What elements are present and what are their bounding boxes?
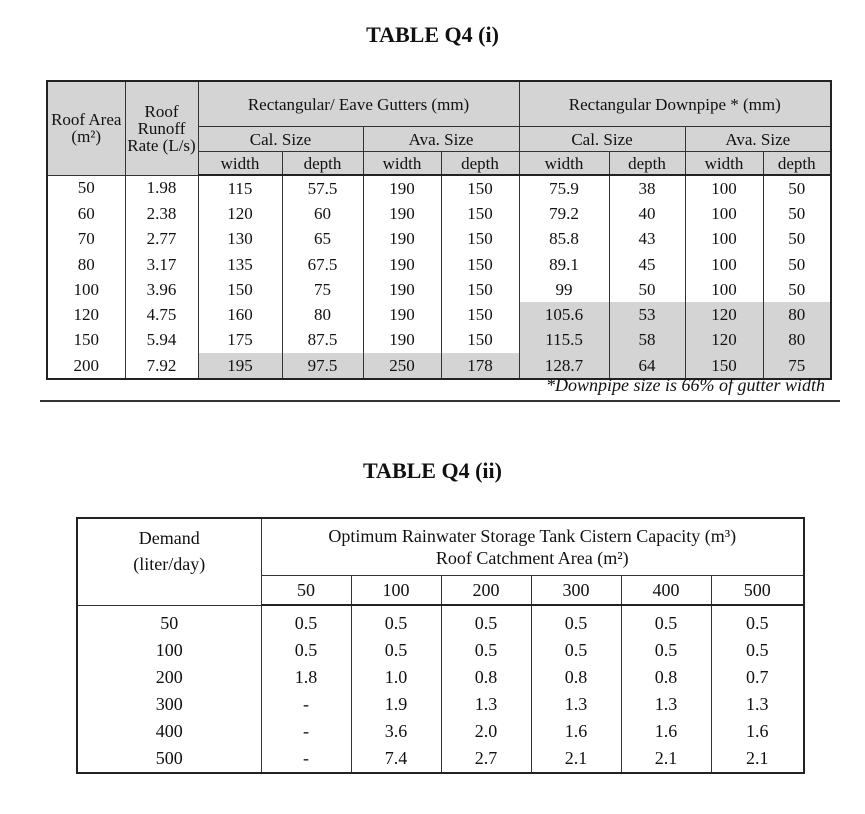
table-cell: 0.5 [621,637,711,664]
table-2-title: TABLE Q4 (ii) [363,458,502,483]
area-header-text: Roof Catchment Area (m²) [435,548,629,568]
table-row [77,745,804,773]
table-cell: 79.2 [519,201,609,226]
table-cell: 105.6 [519,302,609,327]
table-cell: 150 [441,302,519,327]
table-cell: 1.8 [261,664,351,691]
table-cell: 0.5 [621,605,711,637]
area-column-header: 500 [711,576,804,606]
depth-header: depth [609,152,685,176]
table-cell: 115 [198,175,282,201]
table-cell: 400 [77,718,261,745]
area-column-header: 50 [261,576,351,606]
gutter-cal-size-header: Cal. Size [198,127,363,152]
table-row [47,277,831,302]
table-row [77,718,804,745]
table-cell: 53 [609,302,685,327]
table-cell: 100 [47,277,125,302]
table-cell: 50 [763,252,831,277]
table-cell: 89.1 [519,252,609,277]
table-cell: 3.6 [351,718,441,745]
table-1-footnote: *Downpipe size is 66% of gutter width [546,375,825,395]
table-cell: 128.7 [519,353,609,379]
table-cell: 1.6 [711,718,804,745]
table-cell: 150 [441,277,519,302]
width-header: width [519,152,609,176]
table-row [47,302,831,327]
runoff-rate-header: Roof Runoff Rate (L/s) [125,81,198,175]
table-cell: 1.6 [531,718,621,745]
area-column-header: 300 [531,576,621,606]
table-cell: 50 [763,227,831,252]
table-cell: 50 [763,277,831,302]
table-cell: 0.5 [441,637,531,664]
table-cell: 1.3 [711,691,804,718]
table-cell: 65 [282,227,363,252]
area-column-header: 100 [351,576,441,606]
downpipe-cal-size-header: Cal. Size [519,127,685,152]
table-cell: 250 [363,353,441,379]
table-cell: 120 [198,201,282,226]
table-cell: 1.98 [125,175,198,201]
area-column-header: 400 [621,576,711,606]
table-cell: 150 [47,328,125,353]
table-cell: 2.38 [125,201,198,226]
roof-area-header: Roof Area (m²) [47,81,125,175]
table-cell: 3.96 [125,277,198,302]
table-cell: 0.5 [531,637,621,664]
table-cell: 1.6 [621,718,711,745]
table-row [77,691,804,718]
table-cell: 190 [363,175,441,201]
table-cell: 0.5 [531,605,621,637]
demand-header-text: Demand (liter/day) [133,528,206,574]
table-cell: 120 [685,302,763,327]
table-cell: 3.17 [125,252,198,277]
table-cell: 1.3 [531,691,621,718]
table-cell: 0.8 [441,664,531,691]
area-column-header: 200 [441,576,531,606]
table-cell: 50 [763,175,831,201]
roof-gutter-downpipe-table [46,80,832,380]
downpipe-group-header: Rectangular Downpipe * (mm) [519,81,831,127]
table-cell: - [261,691,351,718]
table-cell: 2.1 [711,745,804,773]
table-cell: 190 [363,277,441,302]
divider-rule [40,400,840,402]
table-cell: 75 [282,277,363,302]
table-cell: 87.5 [282,328,363,353]
table-cell: 190 [363,201,441,226]
table-cell: 67.5 [282,252,363,277]
table-cell: 57.5 [282,175,363,201]
table-cell: - [261,745,351,773]
table-cell: 43 [609,227,685,252]
table-cell: 120 [685,328,763,353]
table-cell: 300 [77,691,261,718]
table-cell: 1.9 [351,691,441,718]
table-cell: 1.3 [441,691,531,718]
table-cell: 40 [609,201,685,226]
capacity-header-text: Optimum Rainwater Storage Tank Cistern Capacity (m³) [328,526,737,546]
table-cell: 100 [77,637,261,664]
width-header: width [198,152,282,176]
table-cell: 2.7 [441,745,531,773]
table-cell: 80 [282,302,363,327]
table-cell: 7.4 [351,745,441,773]
table-cell: 50 [609,277,685,302]
table-cell: 0.5 [261,637,351,664]
table-cell: 100 [685,252,763,277]
table-cell: 2.0 [441,718,531,745]
downpipe-ava-size-header: Ava. Size [685,127,831,152]
table-cell: 0.5 [711,605,804,637]
table-cell: 190 [363,328,441,353]
table-cell: 60 [282,201,363,226]
table-cell: 130 [198,227,282,252]
table-cell: 60 [47,201,125,226]
table-cell: 75.9 [519,175,609,201]
table-cell: 190 [363,252,441,277]
table-row [77,664,804,691]
table-cell: 7.92 [125,353,198,379]
table-cell: 50 [763,201,831,226]
table-cell: 99 [519,277,609,302]
table-row [77,605,804,637]
depth-header: depth [282,152,363,176]
table-cell: 115.5 [519,328,609,353]
depth-header: depth [441,152,519,176]
table-row [77,637,804,664]
table-cell: 150 [441,227,519,252]
table-cell: 0.5 [441,605,531,637]
table-cell: 97.5 [282,353,363,379]
table-cell: 195 [198,353,282,379]
table-cell: 1.3 [621,691,711,718]
table-cell: 45 [609,252,685,277]
table-cell: 0.8 [621,664,711,691]
demand-header [77,518,261,605]
table-1-title: TABLE Q4 (i) [366,22,499,47]
table-cell: 4.75 [125,302,198,327]
table-cell: 120 [47,302,125,327]
table-cell: 150 [198,277,282,302]
table-cell: 1.0 [351,664,441,691]
table-row [47,175,831,201]
table-cell: 178 [441,353,519,379]
table-cell: 38 [609,175,685,201]
table-cell: 80 [47,252,125,277]
capacity-header [261,518,804,576]
table-cell: 50 [47,175,125,201]
table-cell: 150 [685,353,763,379]
table-cell: 64 [609,353,685,379]
table-cell: 100 [685,201,763,226]
table-cell: 160 [198,302,282,327]
table-cell: 200 [47,353,125,379]
table-cell: 70 [47,227,125,252]
table-cell: 0.8 [531,664,621,691]
gutters-group-header: Rectangular/ Eave Gutters (mm) [198,81,519,127]
table-cell: 100 [685,277,763,302]
table-cell: 80 [763,302,831,327]
table-cell: 0.7 [711,664,804,691]
table-row [47,252,831,277]
table-cell: 150 [441,328,519,353]
width-header: width [685,152,763,176]
table-cell: 75 [763,353,831,379]
table-cell: 58 [609,328,685,353]
table-row [47,201,831,226]
depth-header: depth [763,152,831,176]
table-cell: 175 [198,328,282,353]
table-cell: 2.1 [621,745,711,773]
storage-tank-capacity-table [76,517,805,774]
table-cell: - [261,718,351,745]
table-row [47,227,831,252]
table-cell: 150 [441,252,519,277]
table-cell: 100 [685,227,763,252]
table-cell: 50 [77,605,261,637]
table-cell: 150 [441,201,519,226]
table-cell: 190 [363,227,441,252]
table-cell: 0.5 [351,637,441,664]
table-cell: 5.94 [125,328,198,353]
table-cell: 80 [763,328,831,353]
table-cell: 2.77 [125,227,198,252]
table-cell: 200 [77,664,261,691]
table-cell: 85.8 [519,227,609,252]
gutter-ava-size-header: Ava. Size [363,127,519,152]
table-cell: 0.5 [711,637,804,664]
table-cell: 100 [685,175,763,201]
width-header: width [363,152,441,176]
table-cell: 135 [198,252,282,277]
table-cell: 190 [363,302,441,327]
table-row [47,328,831,353]
table-cell: 150 [441,175,519,201]
table-cell: 2.1 [531,745,621,773]
table-cell: 0.5 [351,605,441,637]
table-cell: 500 [77,745,261,773]
table-cell: 0.5 [261,605,351,637]
